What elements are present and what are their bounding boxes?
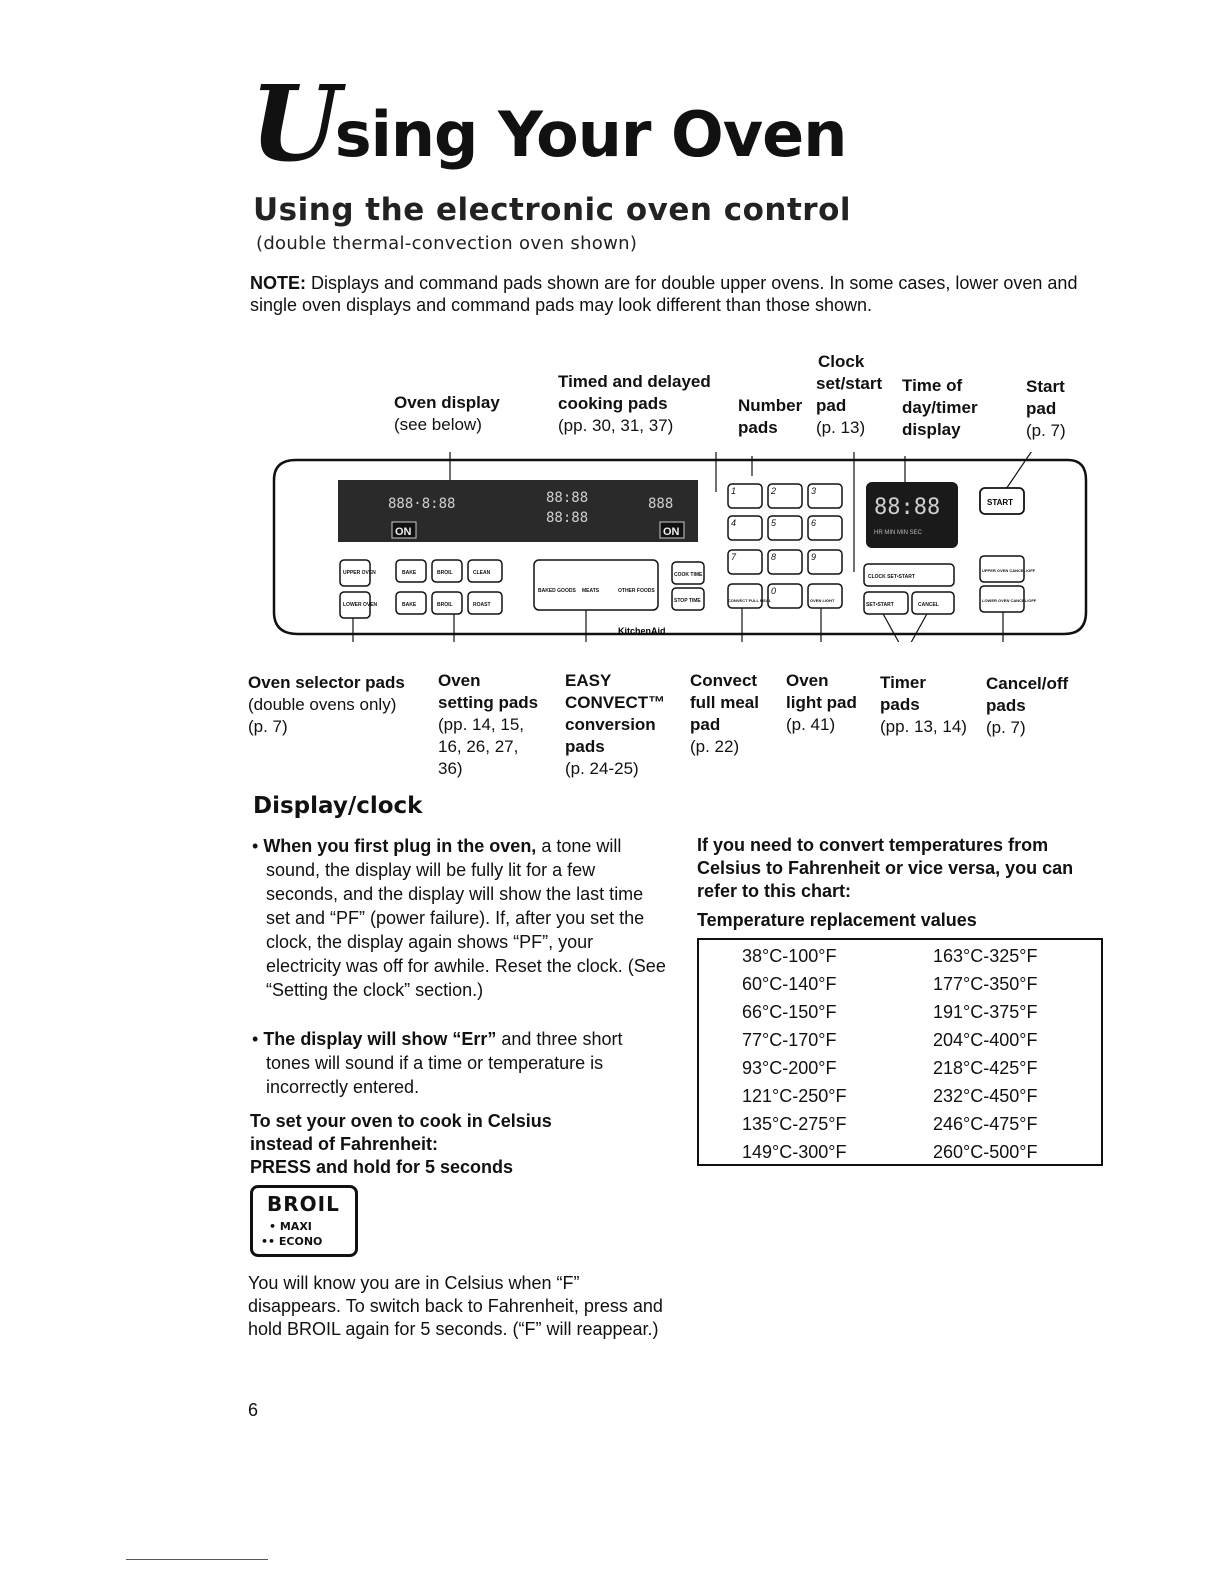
- baked-goods-label: BAKED GOODS: [538, 588, 576, 594]
- callout-ref: (p. 41): [786, 715, 836, 734]
- callout-ref: (p. 7): [986, 718, 1026, 737]
- on-label-right: ON: [663, 526, 680, 538]
- callout-title: pads: [986, 696, 1026, 715]
- callout-ref: (double ovens only): [248, 695, 397, 714]
- table-cell: 246°C-475°F: [933, 1114, 1038, 1134]
- callout-number-pads: [738, 395, 802, 439]
- bullet-bold: The display will show “Err”: [263, 1029, 497, 1049]
- callout-title: Number: [738, 396, 803, 415]
- table-cell: 218°C-425°F: [933, 1058, 1038, 1078]
- callout-oven-setting: [438, 670, 538, 780]
- section-subtitle: (double thermal-convection oven shown): [256, 233, 638, 254]
- upper-cancel-label: UPPER OVEN CANCEL/OFF: [982, 568, 1036, 573]
- callout-ref: 36): [438, 759, 463, 778]
- callout-title: conversion: [565, 715, 656, 734]
- callout-time-of-day: [902, 375, 978, 441]
- digit-0: 0: [771, 586, 777, 596]
- start-label: START: [987, 498, 1014, 507]
- callout-ref: (see below): [394, 415, 482, 434]
- table-cell: 93°C-200°F: [742, 1058, 837, 1078]
- clock-units: HR MIN MIN SEC: [874, 530, 922, 536]
- page-title: [250, 62, 847, 185]
- callout-oven-display: [394, 392, 500, 436]
- callout-ref: (pp. 30, 31, 37): [558, 416, 674, 435]
- callout-title: pad: [816, 396, 847, 415]
- digit-6: 6: [811, 518, 817, 528]
- footer-rule: [126, 1559, 268, 1560]
- note-text: Displays and command pads shown are for double upper ovens. In some cases, lower oven and single oven displays and command pads may look different than those shown.: [250, 273, 1078, 315]
- title-drop-cap: U: [250, 62, 335, 185]
- cook-time-label: COOK TIME: [674, 572, 703, 578]
- broil-convect-label: BROIL: [437, 602, 453, 608]
- callout-title: Oven selector pads: [248, 673, 405, 692]
- table-row: [699, 970, 1101, 998]
- digit-7: 7: [731, 552, 737, 562]
- callout-ref: (p. 7): [248, 717, 288, 736]
- broil-econo-label: •• ECONO: [261, 1235, 323, 1248]
- bullet-bold: When you first plug in the oven,: [263, 836, 537, 856]
- callout-title: set/start: [816, 374, 883, 393]
- note-paragraph: [250, 272, 1080, 316]
- callout-title: Time of: [902, 376, 963, 395]
- cancel-label: CANCEL: [918, 602, 939, 608]
- celsius-line: instead of Fahrenheit:: [250, 1134, 439, 1154]
- table-cell: 191°C-375°F: [933, 1002, 1038, 1022]
- display-clock-heading: Display/clock: [253, 793, 423, 819]
- table-cell: 232°C-450°F: [933, 1086, 1038, 1106]
- broil-label: BROIL: [267, 1192, 340, 1216]
- conversion-intro: If you need to convert temperatures from Celsius to Fahrenheit or vice versa, you can refer to this chart:: [697, 835, 1074, 901]
- meats-label: MEATS: [582, 588, 600, 594]
- table-row: [699, 942, 1101, 970]
- title-text: sing Your Oven: [334, 98, 847, 171]
- control-panel-illustration: [268, 452, 1088, 642]
- table-row: [699, 1110, 1101, 1138]
- table-cell: 163°C-325°F: [933, 946, 1038, 966]
- timer-setstart-label: SET•START: [866, 602, 894, 608]
- table-row: [699, 1138, 1101, 1166]
- on-label-left: ON: [395, 526, 412, 538]
- svg-text:88:88: 88:88: [546, 490, 589, 506]
- callout-title: Cancel/off: [986, 674, 1069, 693]
- celsius-line: To set your oven to cook in Celsius: [250, 1111, 552, 1131]
- callout-clock-setstart: [816, 351, 882, 439]
- callout-ref: (p. 7): [1026, 421, 1066, 440]
- table-row: [699, 1026, 1101, 1054]
- callout-title: Timer: [880, 673, 926, 692]
- bullet-err: • The display will show “Err” and three short tones will sound if a time or temperature is incorrectly entered.: [252, 1029, 623, 1097]
- brand-logo: KitchenAid: [618, 626, 666, 636]
- callout-title: light pad: [786, 693, 857, 712]
- table-row: [699, 1054, 1101, 1082]
- callout-timer: [880, 672, 967, 738]
- digit-1: 1: [731, 486, 737, 496]
- table-cell: 135°C-275°F: [742, 1114, 847, 1134]
- callout-title: pads: [738, 418, 778, 437]
- callout-title: pads: [880, 695, 920, 714]
- callout-ref: (p. 22): [690, 737, 740, 756]
- table-cell: 149°C-300°F: [742, 1142, 847, 1162]
- section-title: Using the electronic oven control: [253, 192, 851, 228]
- callout-title: pad: [690, 715, 721, 734]
- callout-cancel-off: [986, 673, 1068, 739]
- callout-title: display: [902, 420, 961, 439]
- svg-text:888·8:88: 888·8:88: [388, 496, 456, 512]
- number-pads: [728, 484, 842, 608]
- callout-oven-selector: [248, 672, 405, 738]
- broil-pad-illustration: [250, 1185, 358, 1257]
- callout-title: pads: [565, 737, 605, 756]
- callout-start-pad: [1026, 376, 1066, 442]
- table-cell: 260°C-500°F: [933, 1142, 1038, 1162]
- roast-label: ROAST: [473, 602, 491, 608]
- lower-oven-label: LOWER OVEN: [343, 602, 378, 608]
- bullet-text: a tone will sound, the display will be fully lit for a few seconds, and the display will show the last time set and “PF” (power failure). If, after you set the clock, the display again shows “PF”, your electricity was off for awhile. Reset the clock. (See “Setting the clock” section.): [266, 836, 666, 1000]
- celsius-instructions: [250, 1110, 670, 1179]
- clock-setstart-label: CLOCK SET•START: [868, 574, 915, 580]
- callout-title: Timed and delayed: [558, 372, 711, 391]
- bake-label: BAKE: [402, 570, 417, 576]
- callout-easy-convect: [565, 670, 665, 780]
- digit-8: 8: [771, 552, 777, 562]
- upper-oven-label: UPPER OVEN: [343, 570, 376, 576]
- other-foods-label: OTHER FOODS: [618, 588, 655, 594]
- lower-cancel-label: LOWER OVEN CANCEL/OFF: [982, 598, 1037, 603]
- callout-oven-light: [786, 670, 857, 736]
- callout-ref: (p. 24-25): [565, 759, 639, 778]
- callout-title: setting pads: [438, 693, 539, 712]
- table-row: [699, 1082, 1101, 1110]
- callout-title: Oven: [786, 671, 829, 690]
- callout-title: Oven display: [394, 393, 500, 412]
- bullet-text: and three short tones will sound if a time or temperature is incorrectly entered.: [266, 1029, 623, 1097]
- table-cell: 204°C-400°F: [933, 1030, 1038, 1050]
- oven-light-label: OVEN LIGHT: [810, 598, 835, 603]
- callout-title: day/timer: [902, 398, 978, 417]
- callout-title: Oven: [438, 671, 481, 690]
- digit-4: 4: [731, 518, 737, 528]
- table-cell: 60°C-140°F: [742, 974, 837, 994]
- celsius-line: PRESS and hold for 5 seconds: [250, 1157, 514, 1177]
- temperature-table: [697, 938, 1103, 1166]
- easy-convect-group: [534, 560, 658, 610]
- digit-5: 5: [771, 518, 777, 528]
- table-cell: 38°C-100°F: [742, 946, 837, 966]
- callout-title: CONVECT™: [565, 693, 666, 712]
- table-cell: 177°C-350°F: [933, 974, 1038, 994]
- table-cell: 66°C-150°F: [742, 1002, 837, 1022]
- svg-text:88:88: 88:88: [546, 510, 589, 526]
- callout-title: Clock: [818, 352, 865, 371]
- callout-title: cooking pads: [558, 394, 668, 413]
- callout-title: EASY: [565, 671, 612, 690]
- bullet-first-plug: • When you first plug in the oven, a tone will sound, the display will be fully lit for a few seconds, and the display will show the last time set and “PF” (power failure). If, after you set the clock, the display again shows “PF”, your electricity was off for awhile. Reset the clock. (See “Setting the clock” section.): [252, 836, 666, 1000]
- note-label: NOTE:: [250, 273, 306, 293]
- callout-ref: (pp. 14, 15,: [438, 715, 525, 734]
- callout-title: pad: [1026, 399, 1057, 418]
- callout-ref: (p. 13): [816, 418, 866, 437]
- broil-label: BROIL: [437, 570, 453, 576]
- svg-text:888: 888: [648, 496, 674, 512]
- celsius-body-text: You will know you are in Celsius when “F” disappears. To switch back to Fahrenheit, press and hold BROIL again for 5 seconds. (“F” will reappear.): [248, 1273, 663, 1339]
- digit-2: 2: [771, 486, 777, 496]
- page-number: 6: [248, 1400, 259, 1420]
- clean-label: CLEAN: [473, 570, 491, 576]
- table-cell: 121°C-250°F: [742, 1086, 847, 1106]
- callout-ref: (pp. 13, 14): [880, 717, 967, 736]
- bake-convect-label: BAKE: [402, 602, 417, 608]
- callout-title: Convect: [690, 671, 758, 690]
- table-row: [699, 998, 1101, 1026]
- convect-full-meal-label: CONVECT FULL MEAL: [728, 598, 772, 603]
- digit-9: 9: [811, 552, 817, 562]
- callout-convect-full-meal: [690, 670, 759, 758]
- table-title: Temperature replacement values: [697, 910, 977, 930]
- table-cell: 77°C-170°F: [742, 1030, 837, 1050]
- broil-maxi-label: • MAXI: [269, 1220, 312, 1233]
- clock-digits: 88:88: [874, 495, 941, 520]
- callout-timed-delayed: [558, 371, 711, 437]
- digit-3: 3: [811, 486, 817, 496]
- callout-ref: 16, 26, 27,: [438, 737, 519, 756]
- callout-title: full meal: [690, 693, 759, 712]
- callout-title: Start: [1026, 377, 1065, 396]
- stop-time-label: STOP TIME: [674, 598, 701, 604]
